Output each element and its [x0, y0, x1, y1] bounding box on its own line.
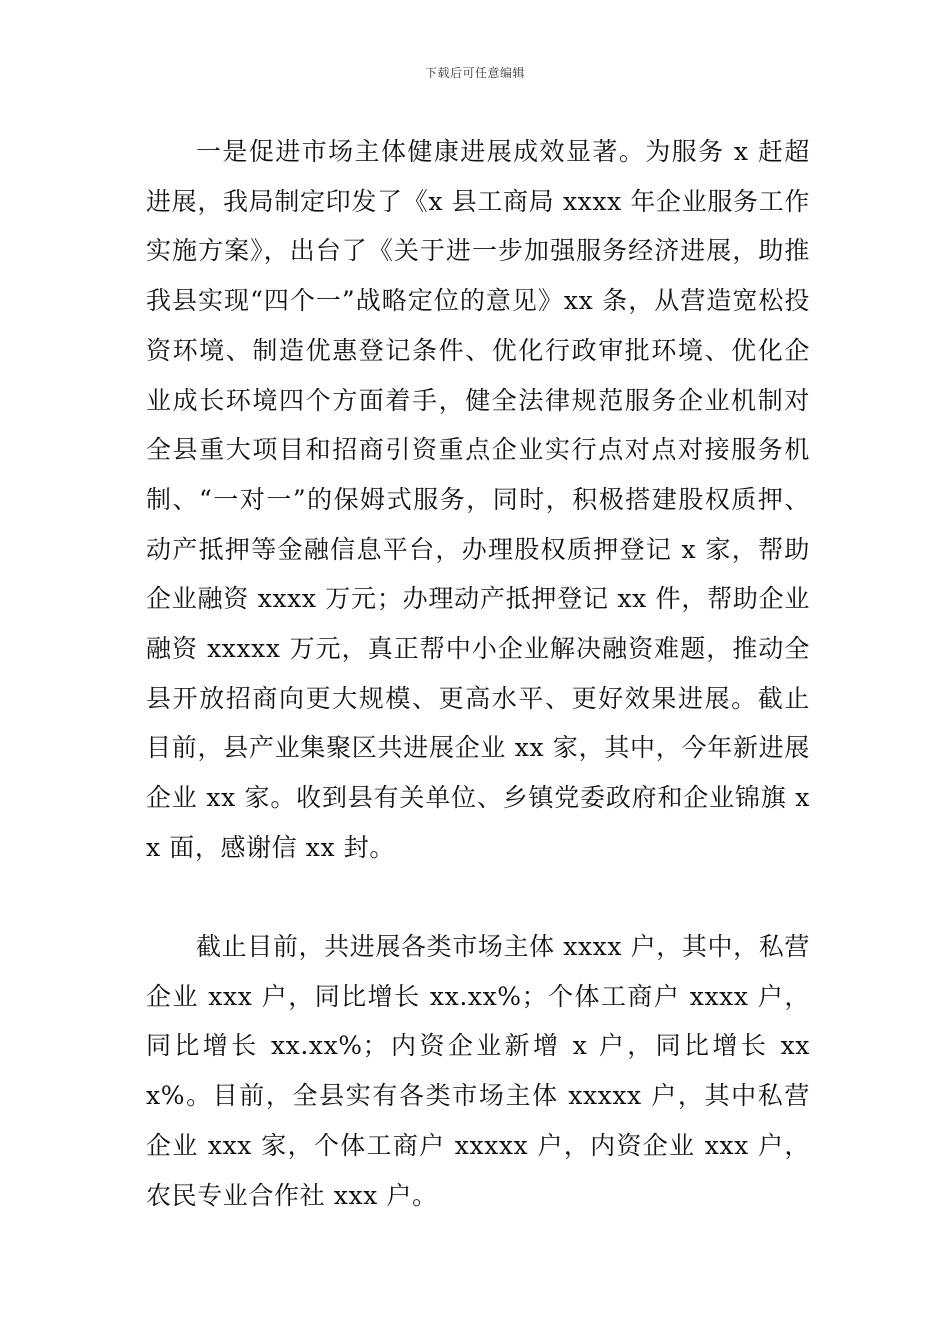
paragraph-2: 截止目前，共进展各类市场主体 xxxx 户，其中，私营企业 xxx 户，同比增长 xx.xx%；个体工商户 xxxx 户，同比增长 xx.xx%；内资企业新增 x 户，同比增长 xxx%。目前，全县实有各类市场主体 xxxxx 户，其中私营企业 xxx 家，个体工商户 xxxxx 户，内资企业 xxx 户，农民专业合作社 xxx 户。 [146, 932, 810, 1210]
paragraph-1: 一是促进市场主体健康进展成效显著。为服务 x 赶超进展，我局制定印发了《x 县工商局 xxxx 年企业服务工作实施方案》，出台了《关于进一步加强服务经济进展，助推我县实现“四个一”战略定位的意见》xx 条，从营造宽松投资环境、制造优惠登记条件、优化行政审批环境、优化企业成长环境四个方面着手，健全法律规范服务企业机制对全县重大项目和招商引资重点企业实行点对点对接服务机制、“一对一”的保姆式服务，同时，积极搭建股权质押、动产抵押等金融信息平台，办理股权质押登记 x 家，帮助企业融资 xxxx 万元；办理动产抵押登记 xx 件，帮助企业融资 xxxxx 万元，真正帮中小企业解决融资难题，推动全县开放招商向更大规模、更高水平、更好效果进展。截止目前，县产业集聚区共进展企业 xx 家，其中，今年新进展企业 xx 家。收到县有关单位、乡镇党委政府和企业锦旗 xx 面，感谢信 xx 封。 [146, 137, 810, 862]
header-note: 下载后可任意编辑 [424, 66, 525, 80]
